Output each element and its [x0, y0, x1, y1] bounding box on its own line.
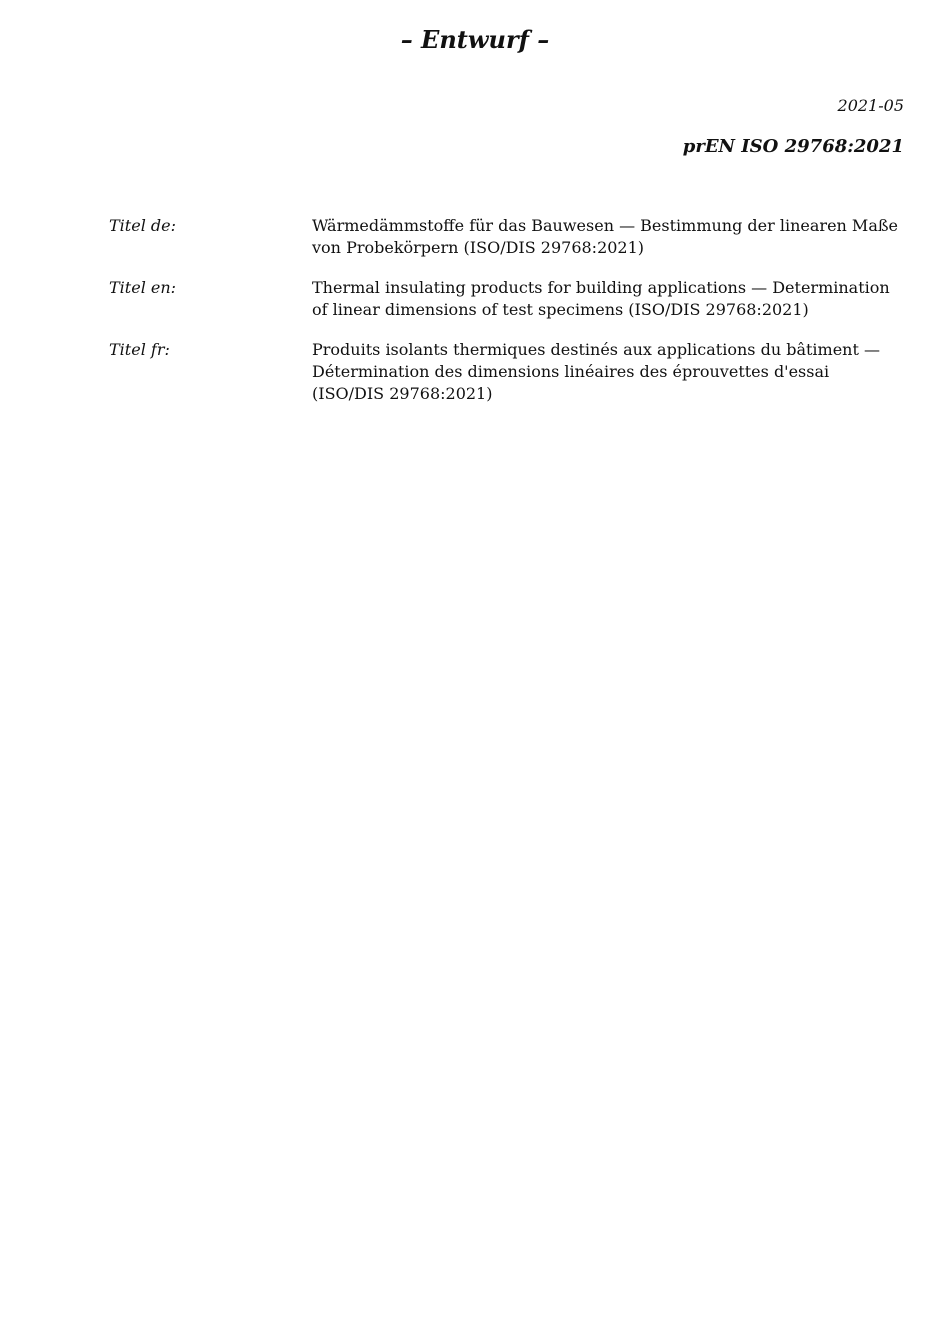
title-label-fr: Titel fr:: [109, 340, 170, 359]
title-label-de: Titel de:: [109, 216, 176, 235]
title-list: [109, 215, 904, 423]
title-row-de: [109, 215, 904, 259]
title-row-fr: [109, 339, 904, 405]
document-date: 2021-05: [837, 96, 904, 115]
title-text-de: Wärmedämmstoffe für das Bauwesen — Bestimmung der linearen Maße von Probekörpern (ISO/DIS 29768:2021): [312, 216, 899, 257]
draft-heading: – Entwurf –: [400, 25, 550, 54]
document-number: prEN ISO 29768:2021: [682, 136, 904, 157]
title-row-en: [109, 277, 904, 321]
title-text-en: Thermal insulating products for building applications — Determination of linear dimensions of test specimens (ISO/DIS 29768:2021): [312, 278, 890, 319]
title-label-en: Titel en:: [109, 278, 177, 297]
title-text-fr: Produits isolants thermiques destinés aux applications du bâtiment — Détermination des dimensions linéaires des éprouvettes d'essai (ISO/DIS 29768:2021): [312, 340, 880, 403]
